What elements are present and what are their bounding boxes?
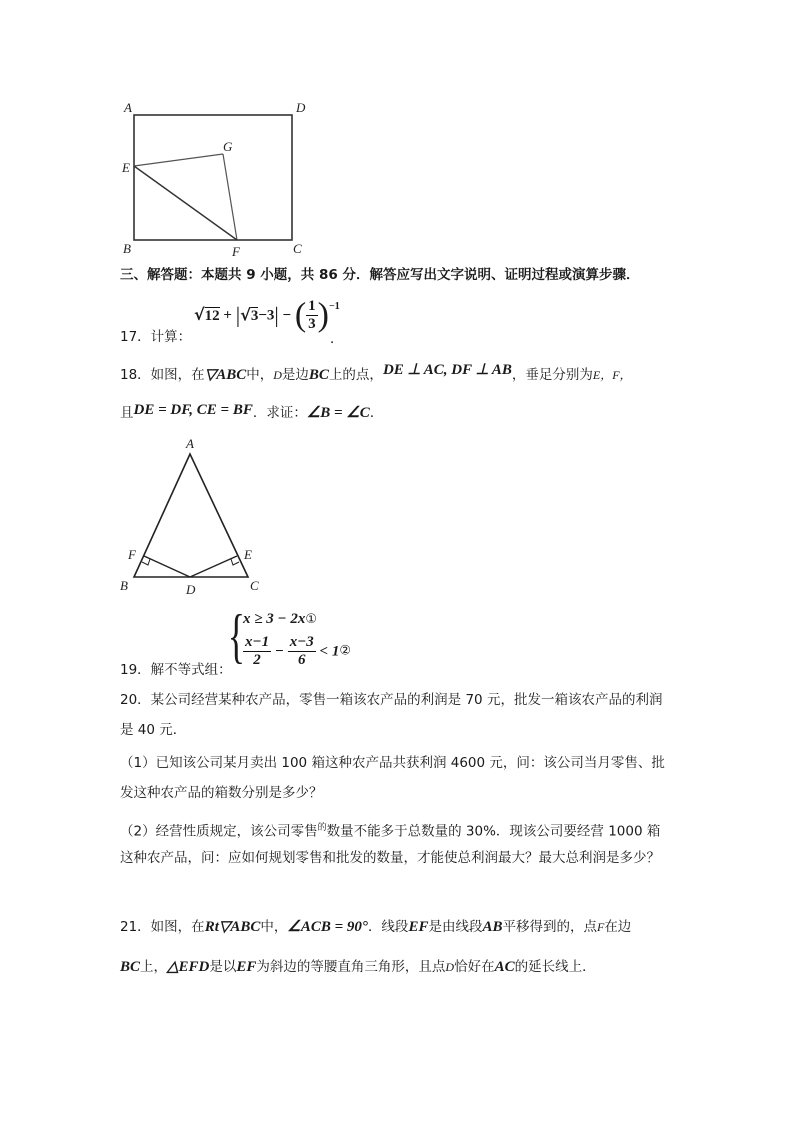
q21-line2: BC上，△EFD是以EF为斜边的等腰直角三角形，且点D恰好在AC的延长线上．: [120, 959, 596, 975]
segment-ef: [134, 166, 237, 240]
label-g: G: [223, 139, 233, 154]
label-c: C: [293, 241, 302, 256]
q19-label: 19．解不等式组：: [120, 662, 232, 678]
q18-line2: 且DE = DF, CE = BF．求证：∠B = ∠C．: [120, 402, 384, 421]
q17-fraction: $\frac{1}{3}$: [308, 298, 316, 332]
right-angle-e: [231, 559, 239, 565]
label-c: C: [250, 578, 259, 593]
q21-line1: 21．如图，在Rt▽ABC中，∠ACB = 90°．线段EF是由线段AB平移得到的，点F在边: [120, 919, 632, 935]
label-e: E: [122, 160, 130, 175]
q18-line1: 18．如图，在▽ABC中，D是边BC上的点，DE ⊥ AC, DF ⊥ AB，垂足分别为E，F，: [120, 362, 632, 383]
section-heading: 三、解答题：本题共 9 小题，共 86 分．解答应写出文字说明、证明过程或演算步骤．: [120, 267, 640, 283]
label-e: E: [244, 547, 252, 562]
label-a: A: [186, 436, 194, 451]
q20-sub1-line2: 发这种农产品的箱数分别是多少？: [120, 785, 323, 801]
q20-line1: 20．某公司经营某种农产品，零售一箱该农产品的利润是 70 元，批发一箱该农产品的利润: [120, 692, 663, 708]
segment-gf: [223, 154, 237, 240]
segment-df: [144, 556, 190, 577]
segment-eg: [134, 154, 223, 166]
rectangle-abcd: [134, 115, 292, 240]
q20-line2: 是 40 元．: [120, 722, 187, 738]
q17-label: 17．计算：: [120, 329, 192, 345]
q17-end: ．: [330, 331, 344, 347]
label-f: F: [128, 547, 136, 562]
q19-brace: {: [227, 603, 246, 669]
right-angle-f: [142, 559, 150, 565]
q19-fraction2: $\frac{x-3}{6}$: [289, 634, 314, 668]
label-a: A: [124, 100, 132, 115]
figure-rectangle-abcd: [110, 98, 320, 263]
q20-sub2-line2: 这种农产品，问：应如何规划零售和批发的数量，才能使总利润最大？最大总利润是多少？: [120, 850, 660, 866]
q19-fraction1: $\frac{x-1}{2}$: [245, 634, 270, 668]
label-b: B: [120, 578, 128, 593]
label-d: D: [186, 582, 196, 597]
q17-expression: √12 + |√3−3| − ( $\frac{1}{3}$ )$^{-1}$: [194, 296, 340, 334]
q20-sub1-line1: （1）已知该公司某月卖出 100 箱这种农产品共获利润 4600 元，问：该公司当月零售、批: [120, 755, 665, 771]
label-d: D: [296, 100, 306, 115]
q19-ineq2: $\frac{x-1}{2}$ − $\frac{x-3}{6}$ < 1②: [245, 634, 351, 668]
q20-sub2-line1: （2）经营性质规定，该公司零售$^的$数量不能多于总数量的 30%．现该公司要经营 1000 箱: [120, 823, 661, 840]
figure-triangle-abc: [112, 436, 272, 600]
q19-ineq1: x ≥ 3 − 2x①: [243, 611, 317, 627]
segment-de: [190, 556, 237, 577]
label-f: F: [232, 244, 240, 259]
label-b: B: [123, 241, 131, 256]
